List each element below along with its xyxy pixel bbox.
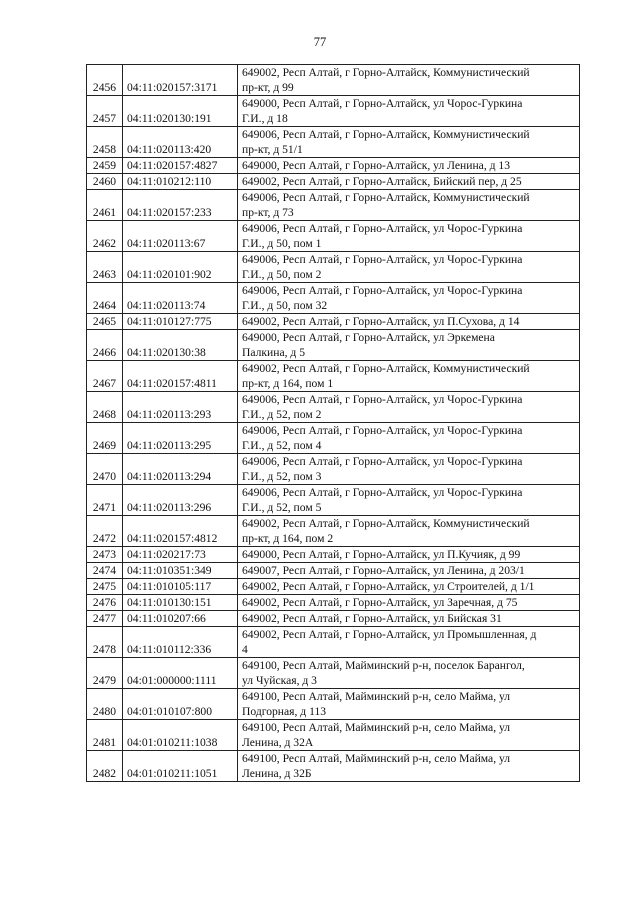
cadastral-number-cell: 04:11:020130:38 — [123, 330, 238, 361]
address-cell — [238, 158, 580, 174]
address-line: 649100, Респ Алтай, Майминский р-н, поселок Барангол, — [242, 659, 525, 672]
table-row — [87, 65, 580, 96]
table-row — [87, 96, 580, 127]
address-line: 649000, Респ Алтай, г Горно-Алтайск, ул Ленина, д 13 — [242, 159, 511, 172]
table-row — [87, 454, 580, 485]
row-number-cell: 2467 — [87, 361, 123, 392]
table-row — [87, 314, 580, 330]
cadastral-number-cell: 04:01:010211:1038 — [123, 720, 238, 751]
address-cell — [238, 221, 580, 252]
table-row — [87, 595, 580, 611]
table-row — [87, 751, 580, 782]
table-row — [87, 516, 580, 547]
address-line: 649006, Респ Алтай, г Горно-Алтайск, ул Чорос-Гуркина — [242, 486, 523, 499]
address-line: 649006, Респ Алтай, г Горно-Алтайск, ул Чорос-Гуркина — [242, 455, 523, 468]
address-line: 649002, Респ Алтай, г Горно-Алтайск, ул Заречная, д 75 — [242, 596, 518, 609]
address-line: 649002, Респ Алтай, г Горно-Алтайск, ул Промышленная, д — [242, 628, 537, 641]
address-line: 649002, Респ Алтай, г Горно-Алтайск, Коммунистический — [242, 362, 530, 375]
address-line: 649100, Респ Алтай, Майминский р-н, село Майма, ул — [242, 690, 511, 703]
address-cell — [238, 96, 580, 127]
address-cell — [238, 563, 580, 579]
cadastral-number-cell: 04:11:020157:4812 — [123, 516, 238, 547]
cadastral-number-cell: 04:01:010211:1051 — [123, 751, 238, 782]
cadastral-number-cell: 04:01:000000:1111 — [123, 658, 238, 689]
registry-table-body — [87, 65, 580, 782]
row-number-cell: 2482 — [87, 751, 123, 782]
address-cell — [238, 595, 580, 611]
table-row — [87, 252, 580, 283]
address-cell — [238, 127, 580, 158]
address-line: 4 — [242, 643, 248, 656]
table-row — [87, 485, 580, 516]
address-line: Палкина, д 5 — [242, 346, 305, 359]
cadastral-number-cell: 04:11:020113:420 — [123, 127, 238, 158]
row-number-cell: 2477 — [87, 611, 123, 627]
address-line: Г.И., д 50, пом 32 — [242, 299, 328, 312]
address-line: 649002, Респ Алтай, г Горно-Алтайск, Коммунистический — [242, 517, 530, 530]
cadastral-number-cell: 04:11:010207:66 — [123, 611, 238, 627]
cadastral-number-cell: 04:11:010127:775 — [123, 314, 238, 330]
row-number-cell: 2473 — [87, 547, 123, 563]
address-line: 649100, Респ Алтай, Майминский р-н, село Майма, ул — [242, 752, 511, 765]
table-row — [87, 627, 580, 658]
address-line: 649006, Респ Алтай, г Горно-Алтайск, Коммунистический — [242, 128, 530, 141]
address-line: пр-кт, д 51/1 — [242, 143, 303, 156]
cadastral-number-cell: 04:11:010112:336 — [123, 627, 238, 658]
address-line: Ленина, д 32Б — [242, 767, 312, 780]
row-number-cell: 2462 — [87, 221, 123, 252]
address-cell — [238, 720, 580, 751]
address-cell — [238, 314, 580, 330]
table-row — [87, 423, 580, 454]
cadastral-number-cell: 04:11:020113:295 — [123, 423, 238, 454]
row-number-cell: 2474 — [87, 563, 123, 579]
row-number-cell: 2468 — [87, 392, 123, 423]
address-line: Г.И., д 52, пом 5 — [242, 501, 322, 514]
cadastral-number-cell: 04:01:010107:800 — [123, 689, 238, 720]
address-line: 649006, Респ Алтай, г Горно-Алтайск, Коммунистический — [242, 191, 530, 204]
row-number-cell: 2479 — [87, 658, 123, 689]
address-line: 649002, Респ Алтай, г Горно-Алтайск, ул П.Сухова, д 14 — [242, 315, 520, 328]
address-line: 649006, Респ Алтай, г Горно-Алтайск, ул Чорос-Гуркина — [242, 284, 523, 297]
registry-table — [86, 64, 580, 782]
address-line: пр-кт, д 164, пом 1 — [242, 377, 334, 390]
row-number-cell: 2478 — [87, 627, 123, 658]
address-cell — [238, 516, 580, 547]
address-line: 649007, Респ Алтай, г Горно-Алтайск, ул Ленина, д 203/1 — [242, 564, 525, 577]
row-number-cell: 2476 — [87, 595, 123, 611]
row-number-cell: 2459 — [87, 158, 123, 174]
address-line: 649002, Респ Алтай, г Горно-Алтайск, Бийский пер, д 25 — [242, 175, 522, 188]
address-cell — [238, 361, 580, 392]
address-cell — [238, 190, 580, 221]
address-line: Подгорная, д 113 — [242, 705, 327, 718]
table-row — [87, 330, 580, 361]
table-row — [87, 563, 580, 579]
cadastral-number-cell: 04:11:020130:191 — [123, 96, 238, 127]
address-cell — [238, 751, 580, 782]
address-cell — [238, 283, 580, 314]
table-row — [87, 174, 580, 190]
cadastral-number-cell: 04:11:020157:3171 — [123, 65, 238, 96]
cadastral-number-cell: 04:11:020157:4827 — [123, 158, 238, 174]
address-line: пр-кт, д 99 — [242, 81, 294, 94]
cadastral-number-cell: 04:11:010351:349 — [123, 563, 238, 579]
address-line: 649002, Респ Алтай, г Горно-Алтайск, ул Бийская 31 — [242, 612, 502, 625]
cadastral-number-cell: 04:11:020113:74 — [123, 283, 238, 314]
address-line: ул Чуйская, д 3 — [242, 674, 317, 687]
address-line: 649000, Респ Алтай, г Горно-Алтайск, ул Эркемена — [242, 331, 495, 344]
cadastral-number-cell: 04:11:020113:294 — [123, 454, 238, 485]
row-number-cell: 2458 — [87, 127, 123, 158]
row-number-cell: 2456 — [87, 65, 123, 96]
address-line: 649000, Респ Алтай, г Горно-Алтайск, ул Чорос-Гуркина — [242, 97, 523, 110]
address-cell — [238, 689, 580, 720]
address-line: 649006, Респ Алтай, г Горно-Алтайск, ул Чорос-Гуркина — [242, 253, 523, 266]
table-row — [87, 158, 580, 174]
table-row — [87, 689, 580, 720]
row-number-cell: 2463 — [87, 252, 123, 283]
address-cell — [238, 330, 580, 361]
row-number-cell: 2466 — [87, 330, 123, 361]
table-row — [87, 547, 580, 563]
cadastral-number-cell: 04:11:010130:151 — [123, 595, 238, 611]
cadastral-number-cell: 04:11:010105:117 — [123, 579, 238, 595]
cadastral-number-cell: 04:11:020157:233 — [123, 190, 238, 221]
row-number-cell: 2464 — [87, 283, 123, 314]
address-cell — [238, 65, 580, 96]
address-line: 649002, Респ Алтай, г Горно-Алтайск, Коммунистический — [242, 66, 530, 79]
address-cell — [238, 611, 580, 627]
address-cell — [238, 547, 580, 563]
table-row — [87, 361, 580, 392]
table-row — [87, 283, 580, 314]
address-cell — [238, 392, 580, 423]
address-line: 649006, Респ Алтай, г Горно-Алтайск, ул Чорос-Гуркина — [242, 222, 523, 235]
address-line: Г.И., д 52, пом 4 — [242, 439, 322, 452]
address-cell — [238, 252, 580, 283]
table-row — [87, 190, 580, 221]
row-number-cell: 2461 — [87, 190, 123, 221]
cadastral-number-cell: 04:11:020113:293 — [123, 392, 238, 423]
address-cell — [238, 658, 580, 689]
row-number-cell: 2472 — [87, 516, 123, 547]
address-line: 649006, Респ Алтай, г Горно-Алтайск, ул Чорос-Гуркина — [242, 424, 523, 437]
row-number-cell: 2471 — [87, 485, 123, 516]
address-cell — [238, 174, 580, 190]
address-line: 649000, Респ Алтай, г Горно-Алтайск, ул П.Кучияк, д 99 — [242, 548, 521, 561]
address-cell — [238, 454, 580, 485]
address-cell — [238, 627, 580, 658]
row-number-cell: 2460 — [87, 174, 123, 190]
cadastral-number-cell: 04:11:020217:73 — [123, 547, 238, 563]
address-cell — [238, 485, 580, 516]
address-line: 649100, Респ Алтай, Майминский р-н, село Майма, ул — [242, 721, 511, 734]
row-number-cell: 2457 — [87, 96, 123, 127]
table-row — [87, 611, 580, 627]
row-number-cell: 2470 — [87, 454, 123, 485]
table-row — [87, 221, 580, 252]
table-row — [87, 392, 580, 423]
address-line: пр-кт, д 73 — [242, 206, 294, 219]
address-line: 649002, Респ Алтай, г Горно-Алтайск, ул Строителей, д 1/1 — [242, 580, 535, 593]
table-row — [87, 127, 580, 158]
cadastral-number-cell: 04:11:020113:296 — [123, 485, 238, 516]
address-line: Г.И., д 18 — [242, 112, 288, 125]
row-number-cell: 2469 — [87, 423, 123, 454]
address-cell — [238, 423, 580, 454]
page-number: 77 — [313, 35, 327, 49]
cadastral-number-cell: 04:11:010212:110 — [123, 174, 238, 190]
row-number-cell: 2480 — [87, 689, 123, 720]
cadastral-number-cell: 04:11:020101:902 — [123, 252, 238, 283]
address-line: Ленина, д 32А — [242, 736, 314, 749]
row-number-cell: 2481 — [87, 720, 123, 751]
address-cell — [238, 579, 580, 595]
address-line: Г.И., д 52, пом 3 — [242, 470, 322, 483]
table-row — [87, 720, 580, 751]
address-line: 649006, Респ Алтай, г Горно-Алтайск, ул Чорос-Гуркина — [242, 393, 523, 406]
cadastral-number-cell: 04:11:020113:67 — [123, 221, 238, 252]
table-row — [87, 579, 580, 595]
address-line: Г.И., д 50, пом 2 — [242, 268, 322, 281]
table-row — [87, 658, 580, 689]
cadastral-number-cell: 04:11:020157:4811 — [123, 361, 238, 392]
address-line: Г.И., д 50, пом 1 — [242, 237, 322, 250]
address-line: Г.И., д 52, пом 2 — [242, 408, 322, 421]
address-line: пр-кт, д 164, пом 2 — [242, 532, 334, 545]
row-number-cell: 2465 — [87, 314, 123, 330]
row-number-cell: 2475 — [87, 579, 123, 595]
